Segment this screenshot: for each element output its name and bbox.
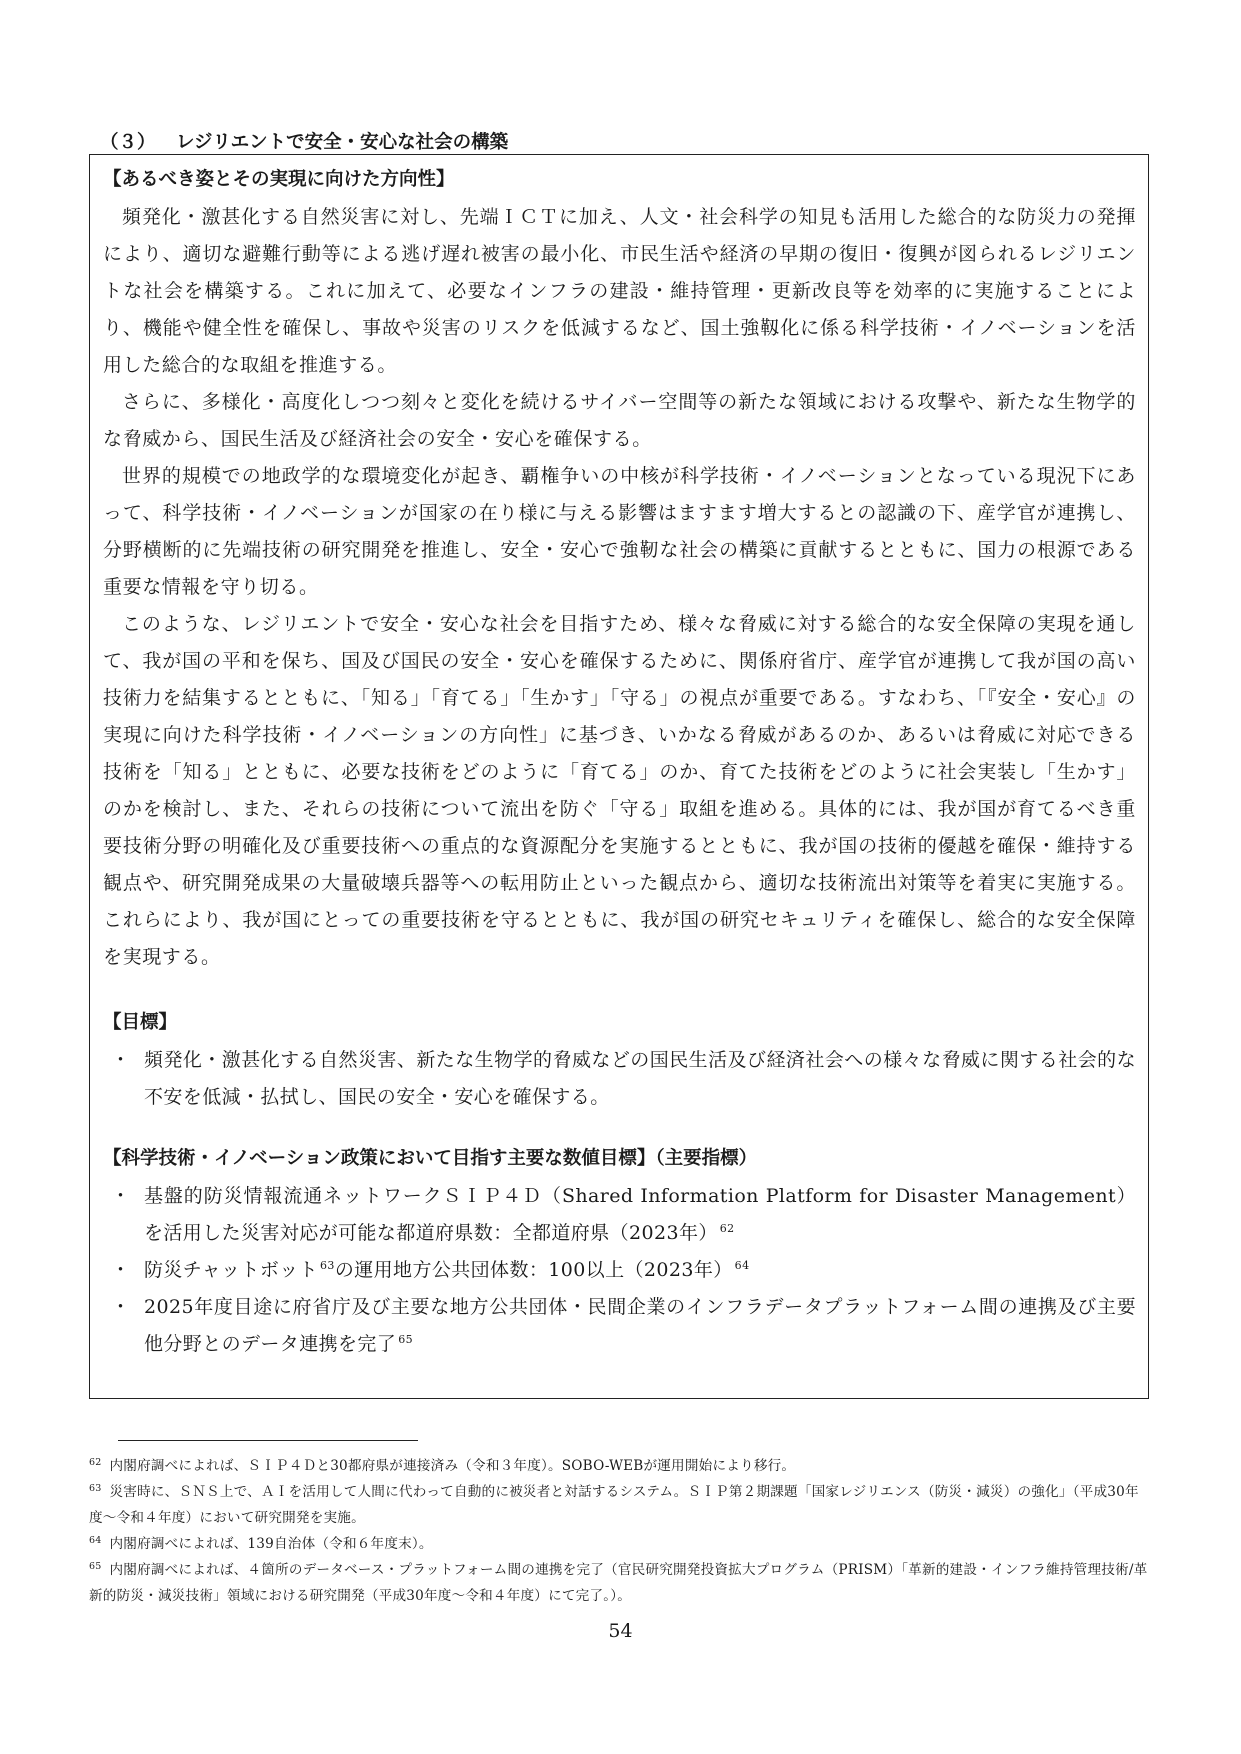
target-text: の運用地方公共団体数：100以上（2023年） [334,1259,733,1281]
footnote-text: 災害時に、ＳＮＳ上で、ＡＩを活用して人間に代わって自動的に被災者と対話するシステム。ＳＩＰ第２期課題「国家レジリエンス（防災・減災）の強化」（平成30年度～令和４年度）において研究開発を実施。 [89,1484,1139,1526]
target-item [103,1252,1136,1289]
bullet: ・ [111,1259,131,1281]
bullet: ・ [111,1296,131,1318]
footnote-text: 内閣府調べによれば、ＳＩＰ４Ｄと30都府県が連接済み（令和３年度）。SOBO-WEBが運用開始により移行。 [109,1458,796,1474]
targets-list [103,1178,1136,1363]
bullet: ・ [111,1185,131,1207]
content-box [89,154,1149,1399]
footnote-number: 62 [89,1457,102,1468]
targets-heading: 【科学技術・イノベーション政策において目指す主要な数値目標】（主要指標） [103,1148,758,1169]
goals-list [103,1042,1136,1116]
vision-paragraph-4: このような、レジリエントで安全・安心な社会を目指すため、様々な脅威に対する総合的な安全保障の実現を通して、我が国の平和を保ち、国及び国民の安全・安心を確保するために、関係府省庁、産学官が連携して我が国の高い技術力を結集するとともに、「知る」「育てる」「生かす」「守る」の視点が重要である。すなわち、「『安全・安心』の実現に向けた科学技術・イノベーションの方向性」に基づき、いかなる脅威があるのか、あるいは脅威に対応できる技術を「知る」とともに、必要な技術をどのように「育てる」のか、育てた技術をどのように社会実装し「生かす」のかを検討し、また、それらの技術について流出を防ぐ「守る」取組を進める。具体的には、我が国が育てるべき重要技術分野の明確化及び重要技術への重点的な資源配分を実施するとともに、我が国の技術的優越を確保・維持する観点や、研究開発成果の大量破壊兵器等への転用防止といった観点から、適切な技術流出対策等を着実に実施する。これらにより、我が国にとっての重要技術を守るとともに、我が国の研究セキュリティを確保し、総合的な安全保障を実現する。 [103,613,1136,968]
vision-paragraph-1: 頻発化・激甚化する自然災害に対し、先端ＩＣＴに加え、人文・社会科学の知見も活用した総合的な防災力の発揮により、適切な避難行動等による逃げ遅れ被害の最小化、市民生活や経済の早期の復旧・復興が図られるレジリエントな社会を構築する。これに加えて、必要なインフラの建設・維持管理・更新改良等を効率的に実施することにより、機能や健全性を確保し、事故や災害のリスクを低減するなど、国土強靱化に係る科学技術・イノベーションを活用した総合的な取組を推進する。 [103,206,1136,376]
footnote [89,1479,1149,1531]
target-text: 基盤的防災情報流通ネットワークＳＩＰ４Ｄ（Shared Information Platform for Disaster Management）を活用した災害対応が可能な都道府県数：全都道府県（2023年） [144,1185,1136,1244]
section-heading [100,128,508,154]
spacer [103,1116,1136,1146]
vision-paragraph-3: 世界的規模での地政学的な環境変化が起き、覇権争いの中核が科学技術・イノベーションとなっている現況下にあって、科学技術・イノベーションが国家の在り様に与える影響はますます増大するとの認識の下、産学官が連携し、分野横断的に先端技術の研究開発を推進し、安全・安心で強靭な社会の構築に貢献するとともに、国力の根源である重要な情報を守り切る。 [103,465,1136,598]
footnote-number: 63 [89,1483,102,1494]
footnotes [89,1453,1149,1609]
goal-item [103,1042,1136,1116]
footnote-ref[interactable]: 65 [398,1333,414,1346]
section-title: レジリエントで安全・安心な社会の構築 [176,132,509,153]
footnote-text: 内閣府調べによれば、４箇所のデータベース・プラットフォーム間の連携を完了（官民研究開発投資拡大プログラム（PRISM）「革新的建設・インフラ維持管理技術/革新的防災・減災技術」領域における研究開発（平成30年度～令和４年度）にて完了。）。 [89,1562,1148,1604]
target-text: 2025年度目途に府省庁及び主要な地方公共団体・民間企業のインフラデータプラットフォーム間の連携及び主要他分野とのデータ連携を完了 [144,1296,1136,1355]
goal-text: 頻発化・激甚化する自然災害、新たな生物学的脅威などの国民生活及び経済社会への様々な脅威に関する社会的な不安を低減・払拭し、国民の安全・安心を確保する。 [144,1049,1136,1108]
footnote-number: 65 [89,1561,102,1572]
goals-heading: 【目標】 [103,1012,178,1033]
target-text: 防災チャットボット [144,1259,319,1281]
page-number: 54 [608,1620,633,1642]
target-item [103,1289,1136,1363]
footnote-separator [118,1440,418,1441]
footnote-ref[interactable]: 64 [734,1259,750,1272]
footnote [89,1557,1149,1609]
footnote [89,1531,1149,1557]
footnote [89,1453,1149,1479]
footnote-ref[interactable]: 63 [320,1259,335,1272]
bullet: ・ [111,1049,131,1071]
vision-heading: 【あるべき姿とその実現に向けた方向性】 [103,169,455,190]
footnote-number: 64 [89,1535,102,1546]
footnote-text: 内閣府調べによれば、139自治体（令和６年度末）。 [109,1536,433,1552]
section-number: （３） [100,132,156,153]
target-item [103,1178,1136,1252]
vision-paragraph-2: さらに、多様化・高度化しつつ刻々と変化を続けるサイバー空間等の新たな領域における攻撃や、新たな生物学的な脅威から、国民生活及び経済社会の安全・安心を確保する。 [103,391,1136,450]
footnote-ref[interactable]: 62 [719,1222,735,1235]
spacer [103,976,1136,1010]
